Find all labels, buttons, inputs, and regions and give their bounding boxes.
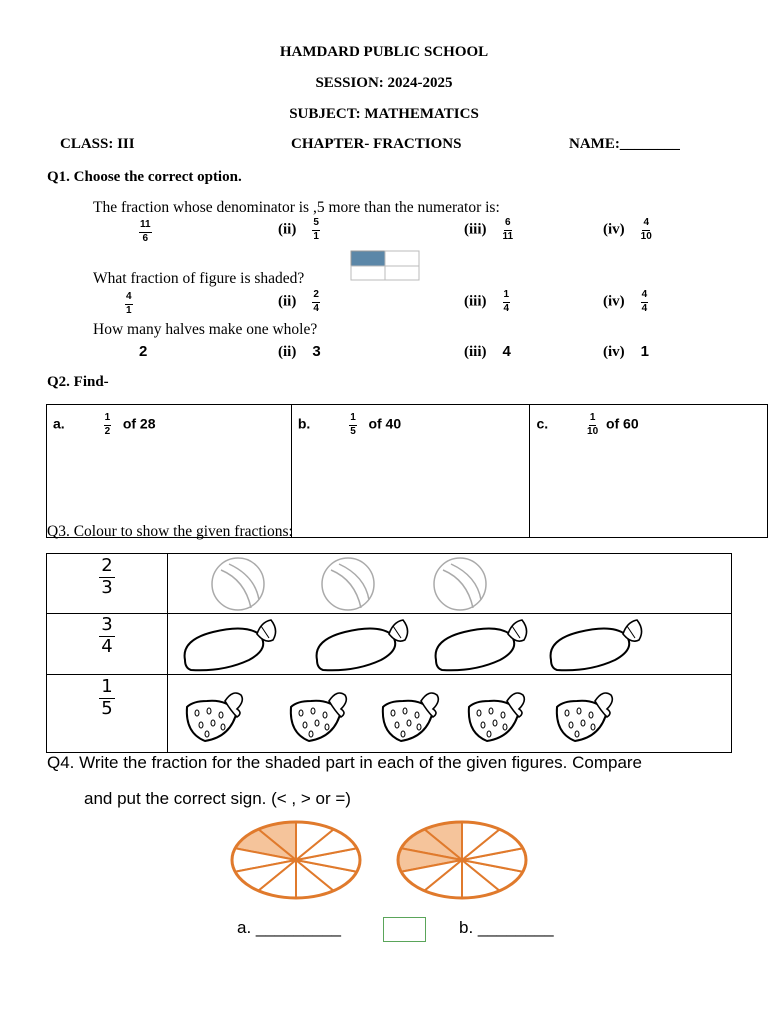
q1b-option-1[interactable]: $\frac{4}{1}$ [126,291,132,316]
q4-line2: and put the correct sign. (< , > or =) [84,789,351,808]
q1c-options [0,343,768,365]
strawberry-icon[interactable] [463,687,529,743]
q1b-options [0,290,768,324]
q2-table [46,404,768,538]
q1a-option-3[interactable]: (iii) $\frac{6}{11}$ [464,217,514,242]
strawberry-icon[interactable] [377,687,443,743]
name-field[interactable]: NAME:________ [569,136,680,152]
q3-fraction-row3: $\frac{1}{5}$ [101,676,113,719]
q3-title: Q3. Colour to show the given fractions: [47,523,293,540]
q1c-option-1[interactable]: 2 [139,343,148,360]
q1c-option-3[interactable]: (iii) 4 [464,343,511,360]
q1b-option-3[interactable]: (iii) $\frac{1}{4}$ [464,289,510,314]
shaded-rectangle-figure [350,250,422,282]
q1a-option-1[interactable]: $\frac{11}{6}$ [140,219,151,244]
q3-fraction-row1: $\frac{2}{3}$ [101,555,113,598]
mango-icon[interactable] [311,616,413,672]
strawberry-icon[interactable] [181,687,247,743]
strawberry-icon[interactable] [285,687,351,743]
q1c-option-2[interactable]: (ii) 3 [278,343,321,360]
pie-figure-a [226,818,366,902]
q1b-option-2[interactable]: (ii) $\frac{2}{4}$ [278,289,319,314]
q1b-option-4[interactable]: (iv) $\frac{4}{4}$ [603,289,648,314]
pie-figure-b [392,818,532,902]
school-name: HAMDARD PUBLIC SCHOOL [279,44,489,60]
q1c-question: How many halves make one whole? [93,321,318,338]
q2-cell-b[interactable]: b. $\frac{1}{5}$ of 40 [291,405,530,538]
ball-icon[interactable] [429,556,491,612]
ball-icon[interactable] [207,556,269,612]
session: SESSION: 2024-2025 [315,75,453,91]
compare-sign-box[interactable] [383,917,426,942]
q2-cell-c[interactable]: c. $\frac{1}{10}$ of 60 [530,405,768,538]
q1a-option-2[interactable]: (ii) $\frac{5}{1}$ [278,217,319,242]
mango-icon[interactable] [545,616,647,672]
answer-a-field[interactable]: a. _________ [237,918,341,937]
q1a-options [0,218,768,252]
mango-icon[interactable] [179,616,281,672]
ball-icon[interactable] [317,556,379,612]
q2-cell-a[interactable]: a. $\frac{1}{2}$ of 28 [47,405,292,538]
q2-title: Q2. Find- [47,374,109,390]
subject: SUBJECT: MATHEMATICS [289,106,479,122]
q1a-option-4[interactable]: (iv) $\frac{4}{10}$ [603,217,652,242]
q1c-option-4[interactable]: (iv) 1 [603,343,650,360]
q1a-question: The fraction whose denominator is ,5 more than the numerator is: [93,199,500,216]
mango-icon[interactable] [430,616,532,672]
answer-b-field[interactable]: b. ________ [459,918,554,937]
chapter-label: CHAPTER- FRACTIONS [291,136,462,152]
q1b-question: What fraction of figure is shaded? [93,270,305,287]
q3-fraction-row2: $\frac{3}{4}$ [101,614,113,657]
q4-line1: Q4. Write the fraction for the shaded part in each of the given figures. Compare [47,753,643,772]
strawberry-icon[interactable] [551,687,617,743]
q3-table [46,553,732,753]
q1-title: Q1. Choose the correct option. [47,169,242,185]
class-label: CLASS: III [60,136,135,152]
